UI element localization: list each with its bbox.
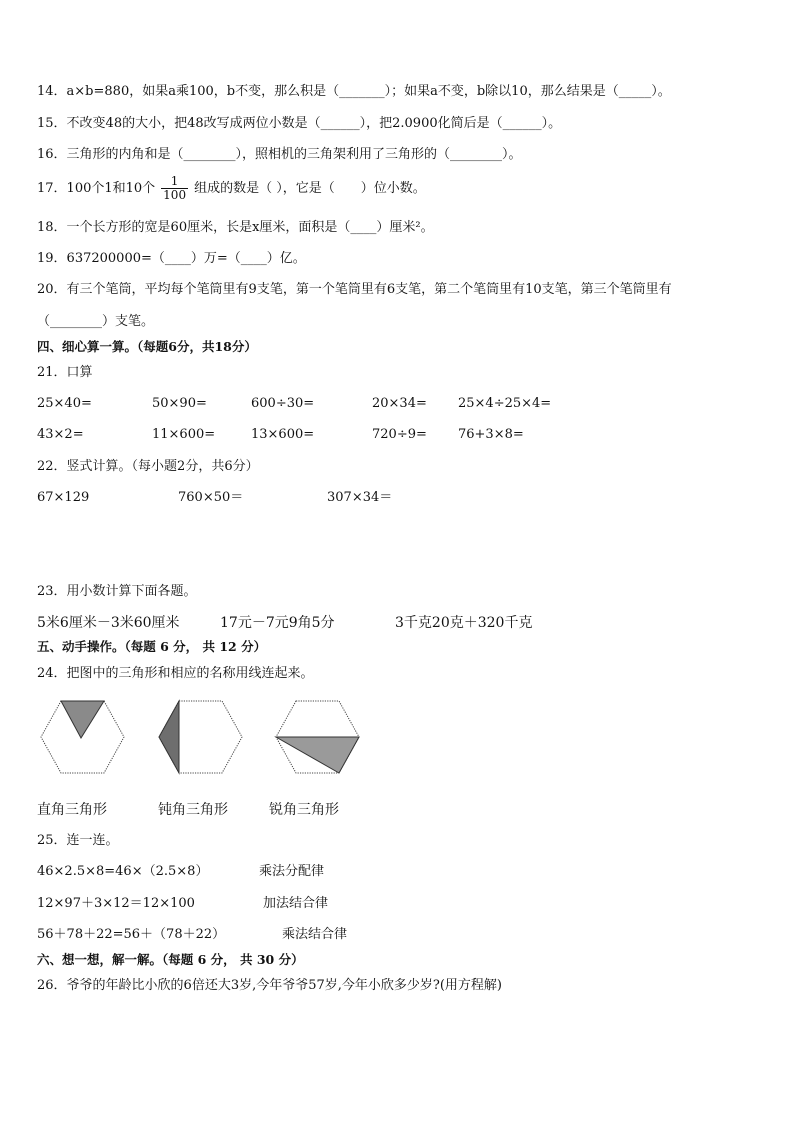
q18: 18．一个长方形的宽是60厘米，长是x厘米，面积是（____）厘米²。 — [37, 220, 434, 235]
q25-left-item: 46×2.5×8=46×（2.5×8） — [37, 864, 209, 879]
shaded-triangle — [159, 701, 179, 773]
q20-line1: 20．有三个笔筒，平均每个笔筒里有9支笔，第一个笔筒里有6支笔，第二个笔筒里有10支笔，第三个笔筒里有 — [37, 282, 672, 297]
q17-fraction — [161, 175, 188, 202]
q16: 16．三角形的内角和是（________），照相机的三角架利用了三角形的（________）。 — [37, 147, 522, 162]
q25-left-item: 12×97＋3×12＝12×100 — [37, 896, 195, 911]
q17 — [37, 174, 426, 204]
q22-title: 22．竖式计算。（每小题2分，共6分） — [37, 459, 259, 474]
shaded-triangle — [276, 737, 359, 773]
q21-row1-item: 20×34= — [372, 396, 427, 411]
q23-item: 5米6厘米－3米60厘米 — [37, 615, 180, 631]
q24-label: 锐角三角形 — [269, 802, 339, 818]
q21-row1-item: 25×40= — [37, 396, 92, 411]
q25-right-item: 乘法结合律 — [282, 927, 348, 942]
q17-suffix: 组成的数是（ ），它是（ ）位小数。 — [194, 181, 426, 196]
q25-title: 25．连一连。 — [37, 833, 119, 848]
q25-right-item: 加法结合律 — [263, 896, 329, 911]
q26: 26．爷爷的年龄比小欣的6倍还大3岁,今年爷爷57岁,今年小欣多少岁?(用方程解) — [37, 978, 503, 993]
q23-title: 23．用小数计算下面各题。 — [37, 584, 197, 599]
q23-item: 17元－7元9角5分 — [220, 615, 335, 631]
q21-row2-item: 11×600= — [152, 427, 216, 442]
section-5-heading: 五、动手操作。（每题 6 分， 共 12 分） — [37, 639, 267, 654]
q17-frac-den: 100 — [163, 188, 187, 202]
q24-label: 钝角三角形 — [158, 802, 228, 818]
q17-frac-num: 1 — [161, 175, 188, 189]
q25-right-item: 乘法分配律 — [259, 864, 325, 879]
q21-row2-item: 13×600= — [251, 427, 315, 442]
q19: 19．637200000=（____）万=（____）亿。 — [37, 251, 306, 266]
q21-row1-item: 50×90= — [152, 396, 207, 411]
q21-row2-item: 43×2= — [37, 427, 84, 442]
q24-label: 直角三角形 — [37, 802, 107, 818]
q21-row1-item: 600÷30= — [251, 396, 315, 411]
hexagon-figure-3 — [275, 700, 360, 774]
q24-title: 24．把图中的三角形和相应的名称用线连起来。 — [37, 666, 314, 681]
q25-left-item: 56＋78＋22=56＋（78＋22） — [37, 927, 226, 942]
shaded-triangle — [61, 701, 104, 738]
q17-prefix: 17．100个1和10个 — [37, 181, 156, 196]
hexagon-figure-1 — [40, 700, 125, 774]
hexagon-figure-2 — [158, 700, 243, 774]
q21-row2-item: 76+3×8= — [458, 427, 524, 442]
q22-item: 67×129 — [37, 490, 90, 505]
q22-item: 760×50＝ — [178, 490, 244, 505]
q23-item: 3千克20克＋320千克 — [395, 615, 533, 631]
q22-item: 307×34＝ — [327, 490, 393, 505]
q14: 14．a×b=880，如果a乘100，b不变，那么积是（_______）；如果a不变，b除以10，那么结果是（_____）。 — [37, 84, 671, 99]
section-6-heading: 六、想一想，解一解。（每题 6 分， 共 30 分） — [37, 952, 304, 967]
section-4-heading: 四、细心算一算。（每题6分，共18分） — [37, 339, 257, 354]
q21-row1-item: 25×4÷25×4= — [458, 396, 552, 411]
q15: 15．不改变48的大小，把48改写成两位小数是（______），把2.0900化简后是（______）。 — [37, 116, 562, 131]
q20-line2: （________）支笔。 — [37, 314, 155, 329]
q21-row2-item: 720÷9= — [372, 427, 427, 442]
q21-title: 21．口算 — [37, 365, 93, 380]
